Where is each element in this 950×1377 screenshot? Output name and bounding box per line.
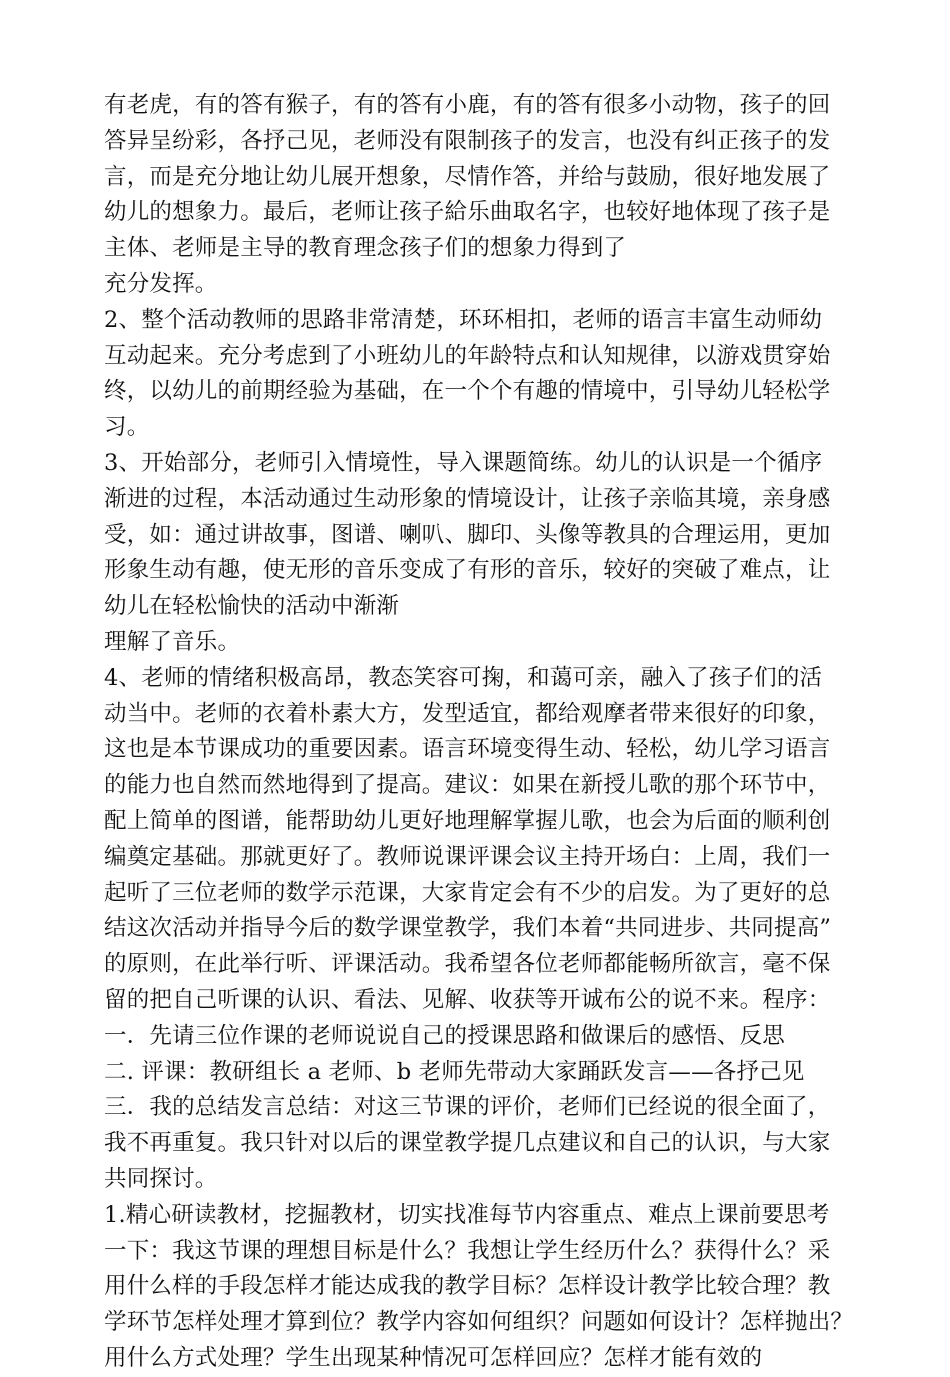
text-line: 这也是本节课成功的重要因素。语言环境变得生动、轻松，幼儿学习语言 xyxy=(104,736,831,763)
text-line: 幼儿在轻松愉快的活动中渐渐 xyxy=(104,593,400,620)
text-line: 主体、老师是主导的教育理念孩子们的想象力得到了 xyxy=(104,235,627,262)
text-line: 编奠定基础。那就更好了。教师说课评课会议主持开场白：上周，我们一 xyxy=(104,843,831,870)
text-line: 我不再重复。我只针对以后的课堂教学提几点建议和自己的认识，与大家 xyxy=(104,1130,831,1157)
text-line: 二. 评课：教研组长 a 老师、b 老师先带动大家踊跃发言——各抒己见 xyxy=(104,1058,805,1085)
text-line: 配上简单的图谱，能帮助幼儿更好地理解掌握儿歌，也会为后面的顺利创 xyxy=(104,807,831,834)
text-line: 的能力也自然而然地得到了提高。建议：如果在新授儿歌的那个环节中， xyxy=(104,772,831,799)
text-line: 言，而是充分地让幼儿展开想象，尽情作答，并给与鼓励，很好地发展了 xyxy=(104,163,831,190)
text-line: 答异呈纷彩，各抒己见，老师没有限制孩子的发言，也没有纠正孩子的发 xyxy=(104,127,831,154)
text-line: 互动起来。充分考虑到了小班幼儿的年龄特点和认知规律，以游戏贯穿始 xyxy=(104,342,831,369)
text-line: 受，如：通过讲故事，图谱、喇叭、脚印、头像等教具的合理运用，更加 xyxy=(104,521,831,548)
text-line: 4、老师的情绪积极高昂，教态笑容可掬，和蔼可亲，融入了孩子们的活 xyxy=(104,664,823,691)
text-line: 理解了音乐。 xyxy=(104,628,241,655)
text-line: 动当中。老师的衣着朴素大方，发型适宜，都给观摩者带来很好的印象， xyxy=(104,700,831,727)
text-line: 1.精心研读教材，挖掘教材，切实找准每节内容重点、难点上课前要思考 xyxy=(104,1201,830,1228)
body-text xyxy=(104,88,864,1377)
text-line: 起听了三位老师的数学示范课，大家肯定会有不少的启发。为了更好的总 xyxy=(104,879,831,906)
text-line: 用什么样的手段怎样才能达成我的教学目标？怎样设计教学比较合理？教 xyxy=(104,1273,831,1300)
text-line: 习。 xyxy=(104,414,150,441)
text-line: 一．先请三位作课的老师说说自己的授课思路和做课后的感悟、反思 xyxy=(104,1022,786,1049)
text-line: 充分发挥。 xyxy=(104,270,218,297)
text-line: 留的把自己听课的认识、看法、见解、收获等开诚布公的说不来。程序： xyxy=(104,986,831,1013)
text-line: 三．我的总结发言总结：对这三节课的评价，老师们已经说的很全面了， xyxy=(104,1094,831,1121)
text-line: 学环节怎样处理才算到位？教学内容如何组织？问题如何设计？怎样抛出？ xyxy=(104,1309,854,1336)
text-line: 渐进的过程，本活动通过生动形象的情境设计，让孩子亲临其境，亲身感 xyxy=(104,485,831,512)
text-line: 有老虎，有的答有猴子，有的答有小鹿，有的答有很多小动物，孩子的回 xyxy=(104,92,831,118)
text-line: 2、整个活动教师的思路非常清楚，环环相扣，老师的语言丰富生动师幼 xyxy=(104,306,823,333)
text-line: 一下：我这节课的理想目标是什么？我想让学生经历什么？获得什么？采 xyxy=(104,1237,831,1264)
text-line: 结这次活动并指导今后的数学课堂教学，我们本着“共同进步、共同提高” xyxy=(104,915,832,942)
text-line: 幼儿的想象力。最后，老师让孩子給乐曲取名字，也较好地体现了孩子是 xyxy=(104,199,831,226)
text-line: 形象生动有趣，使无形的音乐变成了有形的音乐，较好的突破了难点，让 xyxy=(104,557,831,584)
text-line: 用什么方式处理？学生出现某种情况可怎样回应？怎样才能有效的 xyxy=(104,1344,763,1371)
text-line: 3、开始部分，老师引入情境性，导入课题简练。幼儿的认识是一个循序 xyxy=(104,449,823,476)
text-line: 终，以幼儿的前期经验为基础，在一个个有趣的情境中，引导幼儿轻松学 xyxy=(104,378,831,405)
text-line: 的原则，在此举行听、评课活动。我希望各位老师都能畅所欲言，毫不保 xyxy=(104,951,831,978)
text-line: 共同探讨。 xyxy=(104,1165,218,1192)
